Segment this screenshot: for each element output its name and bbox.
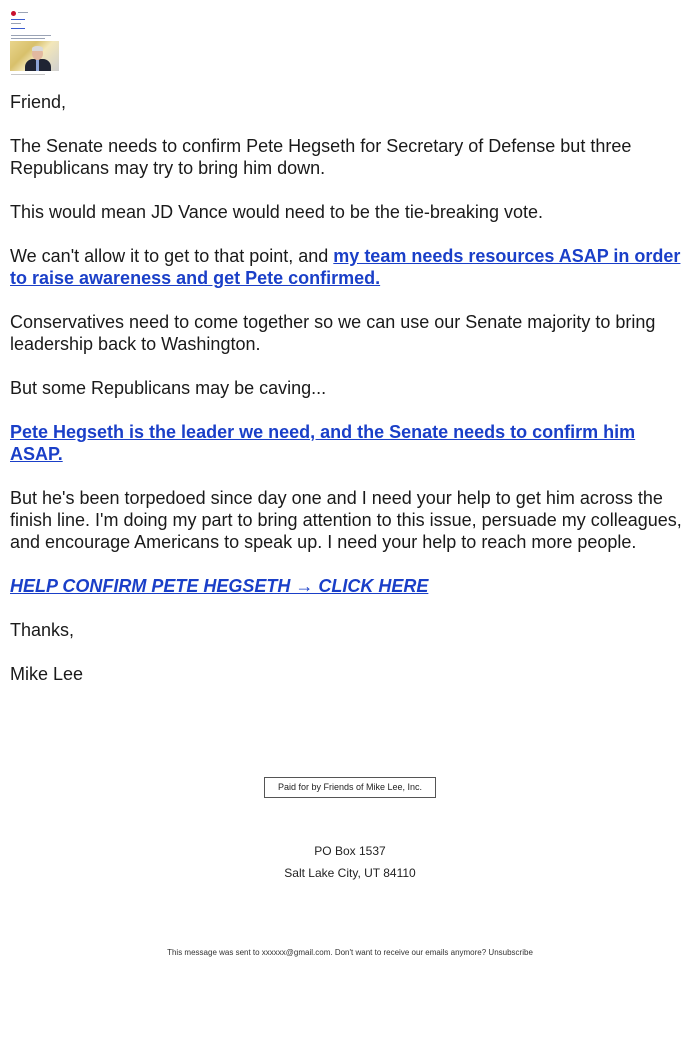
unsubscribe-notice	[0, 948, 700, 957]
portrait-photo	[10, 41, 59, 71]
paragraph-resources-text: We can't allow it to get to that point, and	[10, 246, 334, 266]
address-line-1: PO Box 1537	[314, 844, 386, 858]
signoff-thanks: Thanks,	[10, 620, 75, 640]
paid-for-disclaimer: Paid for by Friends of Mike Lee, Inc.	[264, 777, 436, 798]
paragraph-torpedoed: But he's been torpedoed since day one and I need your help to get him across the finish line. I'm doing my part to bring attention to this issue, persuade my colleagues, and encourage Americans to speak up. I need your help to reach more people.	[10, 488, 682, 552]
confirm-cta-link[interactable]: HELP CONFIRM PETE HEGSETH → CLICK HERE	[10, 576, 429, 596]
address-line-2: Salt Lake City, UT 84110	[284, 866, 416, 880]
email-preview-thumbnail[interactable]	[10, 8, 60, 72]
paragraph-resources	[10, 245, 690, 289]
preview-line	[11, 19, 25, 20]
preview-line	[11, 28, 25, 29]
preview-line	[11, 35, 51, 36]
paragraph-conservatives: Conservatives need to come together so we can use our Senate majority to bring leadership back to Washington.	[10, 312, 656, 354]
preview-line	[18, 12, 28, 13]
sent-to-text: This message was sent to xxxxxx@gmail.com. Don't want to receive our emails anymore?	[167, 948, 489, 957]
unsubscribe-link[interactable]: Unsubscribe	[488, 948, 533, 957]
paragraph-vance: This would mean JD Vance would need to be the tie-breaking vote.	[10, 202, 543, 222]
paragraph-senate: The Senate needs to confirm Pete Hegseth for Secretary of Defense but three Republicans may try to bring him down.	[10, 136, 632, 178]
resources-link[interactable]: my team needs resources ASAP in order to raise awareness and get Pete confirmed.	[10, 246, 681, 288]
leader-link[interactable]: Pete Hegseth is the leader we need, and the Senate needs to confirm him ASAP.	[10, 422, 636, 464]
preview-line	[11, 38, 45, 39]
greeting: Friend,	[10, 92, 67, 112]
paragraph-cta	[10, 575, 690, 597]
preview-caption	[11, 74, 45, 75]
logo-icon	[11, 11, 16, 16]
preview-line	[11, 23, 21, 24]
paragraph-leader	[10, 421, 690, 465]
email-body	[10, 91, 690, 707]
signoff-name: Mike Lee	[10, 664, 84, 684]
paragraph-caving: But some Republicans may be caving...	[10, 378, 327, 398]
